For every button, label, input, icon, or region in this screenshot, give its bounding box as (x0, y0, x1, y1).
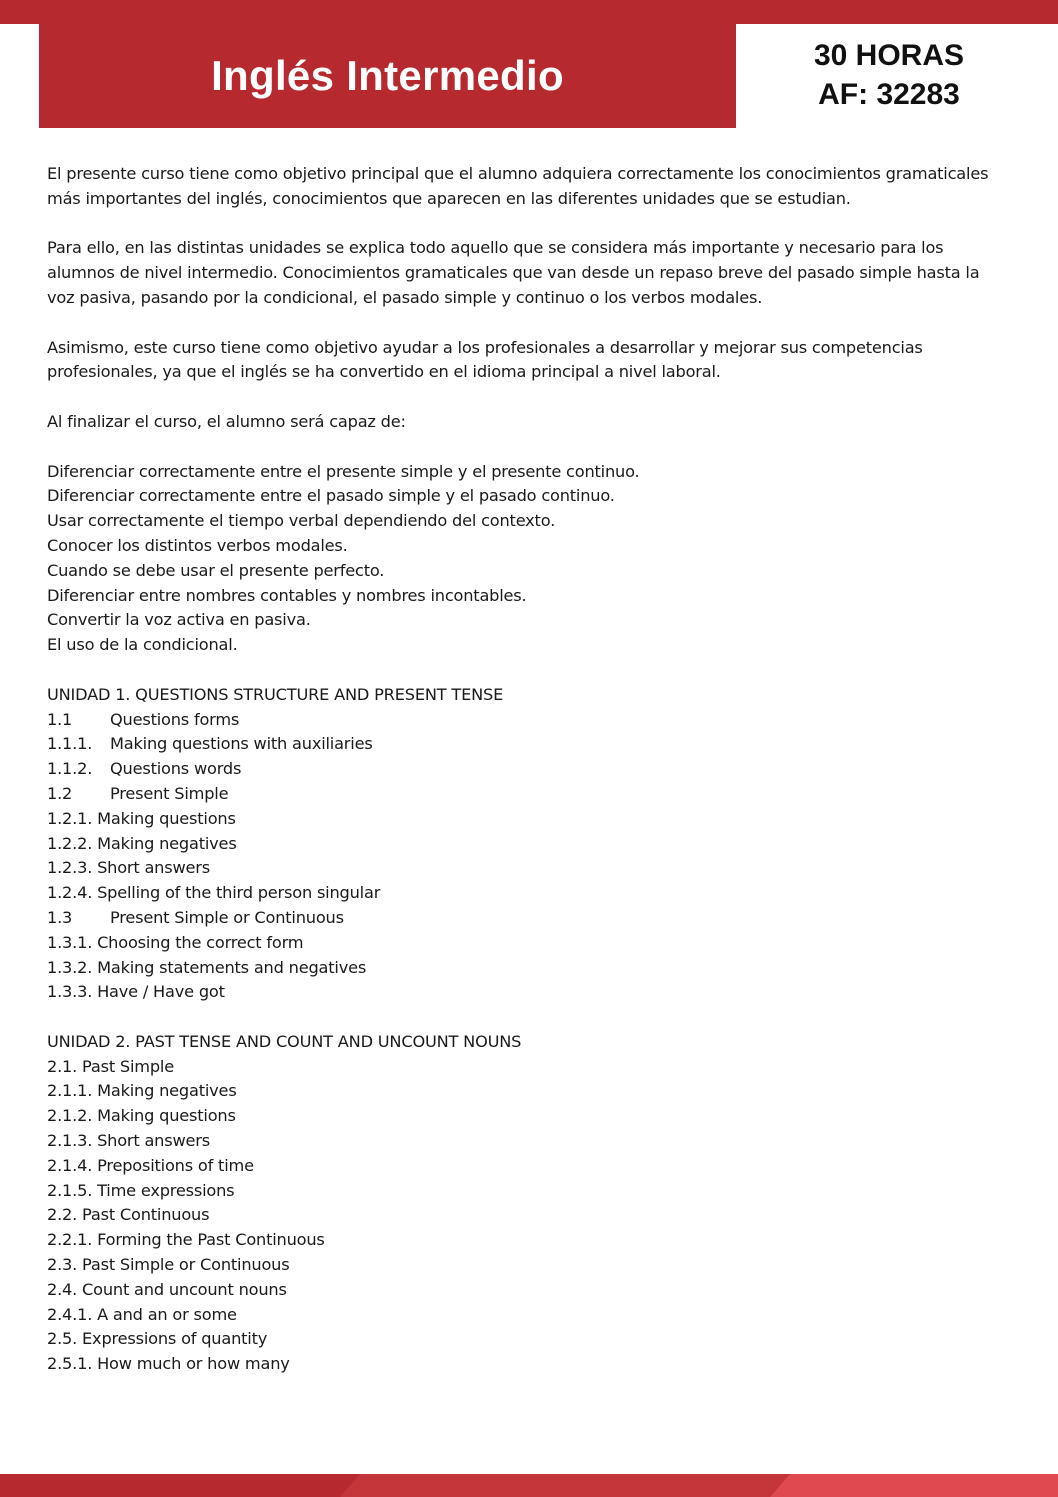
syllabus-item: 1.2.1. Making questions (47, 808, 236, 828)
item-text: Making questions with auxiliaries (110, 734, 373, 754)
item-number: 1.1.2. (47, 759, 93, 779)
page-title: Inglés Intermedio (211, 52, 564, 99)
objectives-list (47, 460, 1007, 658)
objective-item: Usar correctamente el tiempo verbal dependiendo del contexto. (47, 511, 556, 531)
syllabus-item: 2.1.3. Short answers (47, 1131, 210, 1151)
objective-item: Conocer los distintos verbos modales. (47, 535, 348, 555)
syllabus-item: 1.2.2. Making negatives (47, 833, 237, 853)
syllabus-subitem: 2.2.1. Forming the Past Continuous (47, 1230, 325, 1250)
syllabus-item: 1.2.3. Short answers (47, 858, 210, 878)
syllabus-item: 1.3.3. Have / Have got (47, 982, 225, 1002)
objective-item: Diferenciar correctamente entre el presente simple y el presente continuo. (47, 461, 640, 481)
syllabus-subitem: 2.5.1. How much or how many (47, 1354, 290, 1374)
item-text: Present Simple (110, 783, 229, 803)
syllabus-item: 2.1.4. Prepositions of time (47, 1155, 254, 1175)
syllabus-item: 2.3. Past Simple or Continuous (47, 1255, 290, 1275)
objective-item: El uso de la condicional. (47, 635, 238, 655)
footer-accent-stripe-light (770, 1474, 1058, 1497)
item-text: Present Simple or Continuous (110, 907, 344, 927)
syllabus-item (47, 757, 1007, 782)
syllabus-item: 2.1.2. Making questions (47, 1106, 236, 1126)
syllabus-item: 2.4. Count and uncount nouns (47, 1279, 287, 1299)
intro-paragraph-3: Asimismo, este curso tiene como objetivo ayudar a los profesionales a desarrollar y mejorar sus competencias profesionales, ya que el inglés se ha convertido en el idioma principal a nivel laboral. (47, 337, 923, 382)
footer-red-band (0, 1474, 1058, 1497)
syllabus-item: 2.2. Past Continuous (47, 1205, 210, 1225)
syllabus-item: 2.5. Expressions of quantity (47, 1329, 268, 1349)
syllabus-item: 1.2.4. Spelling of the third person singular (47, 883, 381, 903)
syllabus-item: 2.1. Past Simple (47, 1056, 174, 1076)
objective-item: Diferenciar entre nombres contables y nombres incontables. (47, 585, 527, 605)
course-code: AF: 32283 (818, 78, 960, 111)
intro-paragraph-1: El presente curso tiene como objetivo principal que el alumno adquiera correctamente los conocimientos gramaticales más importantes del inglés, conocimientos que aparecen en las diferentes unidades que se estudian. (47, 164, 989, 208)
unit-2-syllabus (47, 1030, 1007, 1377)
syllabus-item (47, 782, 1007, 807)
item-text: Questions words (110, 759, 242, 779)
footer-accent-stripe (340, 1474, 790, 1497)
objective-item: Cuando se debe usar el presente perfecto. (47, 560, 385, 580)
syllabus-item: 1.3.1. Choosing the correct form (47, 932, 304, 952)
course-hours: 30 HORAS (813, 39, 965, 72)
syllabus-item: 1.3.2. Making statements and negatives (47, 957, 367, 977)
top-red-band (0, 0, 1058, 24)
syllabus-item (47, 732, 1007, 757)
item-number: 1.3 (47, 907, 73, 927)
course-info (736, 36, 1042, 114)
intro-paragraph-2: Para ello, en las distintas unidades se explica todo aquello que se considera más importante y necesario para los alumnos de nivel intermedio. Conocimientos gramaticales que van desde un repaso breve del pasado simple hasta la voz pasiva, pasando por la condicional, el pasado simple y continuo o los verbos modales. (47, 238, 980, 307)
objective-item: Convertir la voz activa en pasiva. (47, 610, 311, 630)
syllabus-item: 2.1.5. Time expressions (47, 1180, 235, 1200)
syllabus-item (47, 906, 1007, 931)
title-banner (39, 24, 736, 128)
item-text: Questions forms (110, 709, 240, 729)
unit-1-heading: UNIDAD 1. QUESTIONS STRUCTURE AND PRESENT TENSE (47, 684, 504, 704)
document-body (47, 162, 1007, 1402)
item-number: 1.1 (47, 709, 73, 729)
syllabus-item: 2.1.1. Making negatives (47, 1081, 237, 1101)
syllabus-item (47, 708, 1007, 733)
intro-paragraph-4: Al finalizar el curso, el alumno será capaz de: (47, 411, 406, 431)
item-number: 1.1.1. (47, 734, 93, 754)
item-number: 1.2 (47, 783, 73, 803)
syllabus-subitem: 2.4.1. A and an or some (47, 1304, 237, 1324)
unit-1-syllabus (47, 683, 1007, 1005)
objective-item: Diferenciar correctamente entre el pasado simple y el pasado continuo. (47, 486, 615, 506)
unit-2-heading: UNIDAD 2. PAST TENSE AND COUNT AND UNCOUNT NOUNS (47, 1031, 522, 1051)
